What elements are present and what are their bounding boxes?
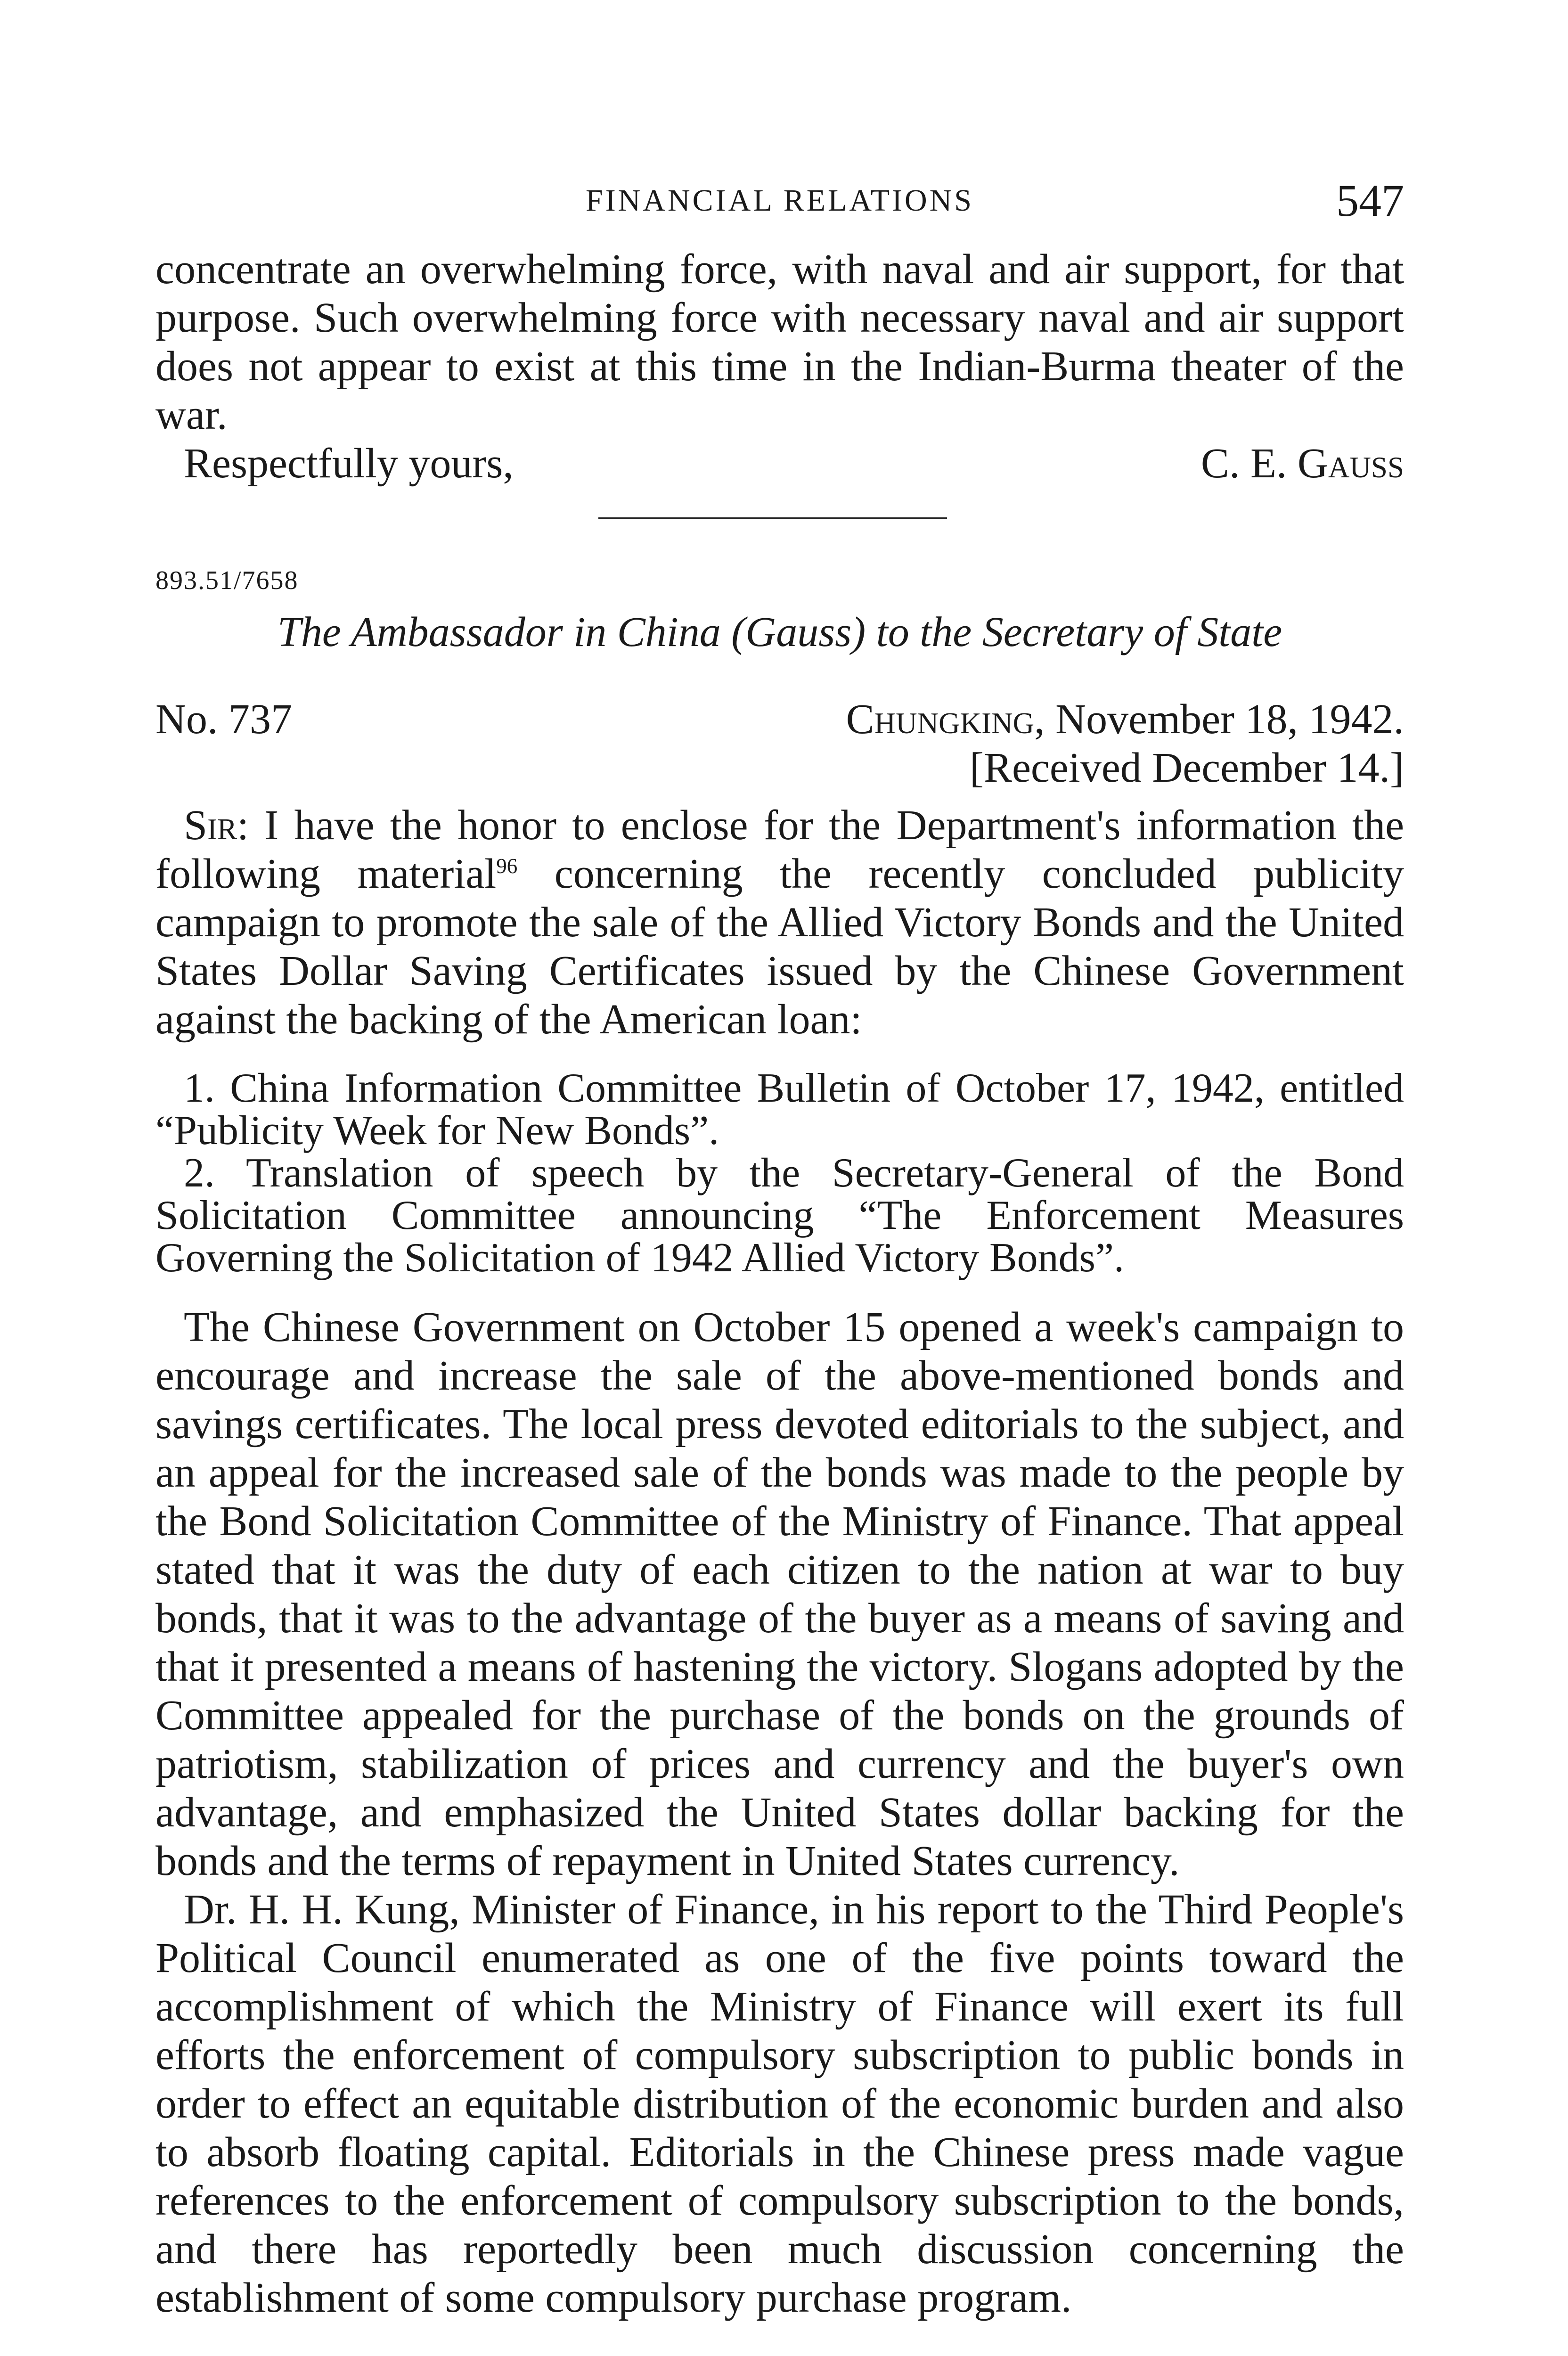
continuation-paragraph: concentrate an overwhelming force, with naval and air support, for that purpose. Such overwhelming force with necessary naval and air support does not appear to exist at this time in the Indian-Burma theater of the war.	[155, 246, 1404, 438]
section-rule	[598, 517, 947, 519]
document-number: No. 737	[155, 696, 292, 743]
intro-paragraph	[155, 801, 1404, 1044]
body-paragraph: The Chinese Government on October 15 opened a week's campaign to encourage and increase the sale of the above-mentioned bonds and savings certificates. The local press devoted editorials to the subject, and an appeal for the increased sale of the bonds was made to the people by the Bond Solicitation Committee of the Ministry of Finance. That appeal stated that it was the duty of each citizen to the nation at war to buy bonds, that it was to the advantage of the buyer as a means of saving and that it presented a means of hastening the victory. Slogans adopted by the Committee appealed for the purchase of the bonds on the grounds of patriotism, stabilization of prices and currency and the buyer's own advantage, and emphasized the United States dollar backing for the bonds and the terms of repayment in United States currency.	[155, 1304, 1404, 1884]
list-item: 2. Translation of speech by the Secretary-General of the Bond Solicitation Committee announcing “The Enforcement Measures Governing the Solicitation of 1942 Allied Victory Bonds”.	[155, 1150, 1404, 1281]
body-paragraph: Dr. H. H. Kung, Minister of Finance, in his report to the Third People's Political Council enumerated as one of the five points toward the accomplishment of which the Ministry of Finance will exert its full efforts the enforcement of compulsory subscription to public bonds in order to effect an equitable distribution of the economic burden and also to absorb floating capital. Editorials in the Chinese press made vague references to the enforcement of compulsory subscription to the bonds, and there has reportedly been much discussion concerning the establishment of some compulsory purchase program.	[155, 1886, 1404, 2321]
received-line	[155, 744, 1404, 792]
place: Chungking,	[846, 696, 1045, 743]
date: November 18, 1942.	[1055, 696, 1404, 743]
page-header	[155, 174, 1404, 226]
document-title: The Ambassador in China (Gauss) to the Secretary of State	[277, 609, 1282, 655]
intro-text: I have the honor to enclose for the Department's information the following material	[155, 802, 1405, 897]
list-item: 1. China Information Committee Bulletin of October 17, 1942, entitled “Publicity Week for New Bonds”.	[155, 1065, 1404, 1153]
page-number: 547	[1336, 175, 1404, 226]
signature: C. E. Gauss	[1200, 440, 1404, 487]
running-head: FINANCIAL RELATIONS	[585, 183, 974, 218]
file-number: 893.51/7658	[155, 566, 299, 595]
footnote-reference: 96	[496, 854, 518, 878]
continuation-block	[155, 245, 1404, 488]
closing: Respectfully yours,	[184, 440, 514, 487]
enclosure-list	[155, 1067, 1404, 1279]
salutation: Sir:	[184, 802, 249, 849]
signoff	[155, 439, 1404, 488]
letter-body	[155, 801, 1404, 2322]
dateline	[155, 695, 1404, 744]
place-date	[846, 695, 1404, 744]
intro-text-cont: concerning the recently concluded publicity campaign to promote the sale of the Allied Victory Bonds and the United States Dollar Saving Certificates issued by the Chinese Government against the backing of the American loan:	[155, 851, 1404, 1043]
received-date: [Received December 14.]	[969, 744, 1404, 791]
